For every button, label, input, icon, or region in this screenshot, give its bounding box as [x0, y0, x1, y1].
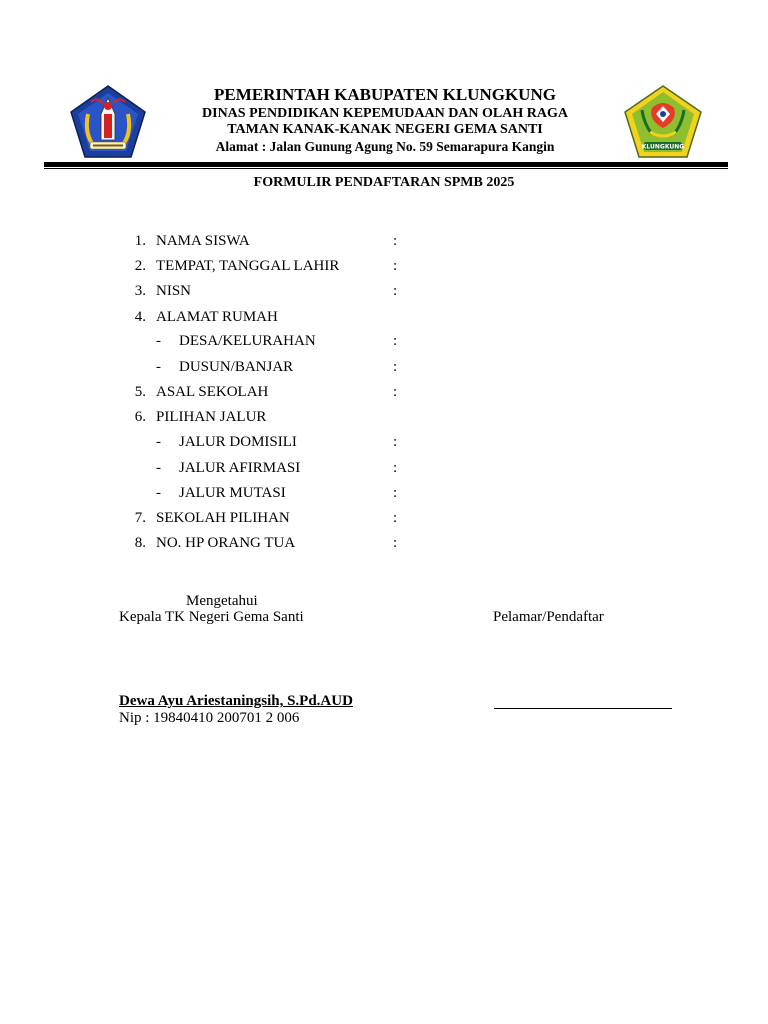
- form-field-row: [0, 508, 768, 528]
- field-label: NISN: [156, 283, 192, 299]
- field-label: SEKOLAH PILIHAN: [156, 510, 290, 526]
- field-label: JALUR MUTASI: [179, 485, 286, 501]
- field-label: NAMA SISWA: [156, 233, 250, 249]
- form-field-row: [0, 307, 768, 327]
- field-label: JALUR DOMISILI: [179, 434, 297, 450]
- pelamar-signature-line: [494, 708, 672, 709]
- header-divider-thick: [44, 162, 728, 167]
- form-field-row: [0, 357, 768, 377]
- form-field-row: [0, 483, 768, 503]
- field-label: TEMPAT, TANGGAL LAHIR: [156, 258, 340, 274]
- field-number: 5.: [134, 384, 146, 400]
- field-colon: :: [393, 333, 398, 349]
- form-field-row: [0, 432, 768, 452]
- field-number: 6.: [134, 409, 146, 425]
- form-field-row: [0, 331, 768, 351]
- form-field-row: [0, 281, 768, 301]
- form-field-row: [0, 407, 768, 427]
- field-number: 1.: [134, 233, 146, 249]
- field-bullet: -: [156, 485, 161, 501]
- field-colon: :: [393, 233, 398, 249]
- mengetahui-label: Mengetahui: [186, 593, 258, 609]
- field-colon: :: [393, 384, 398, 400]
- field-bullet: -: [156, 460, 161, 476]
- field-label: JALUR AFIRMASI: [179, 460, 301, 476]
- field-colon: :: [393, 359, 398, 375]
- header-divider-thin: [44, 168, 728, 169]
- field-colon: :: [393, 535, 398, 551]
- field-colon: :: [393, 485, 398, 501]
- form-field-row: [0, 382, 768, 402]
- pelamar-title: Pelamar/Pendaftar: [493, 609, 604, 625]
- field-colon: :: [393, 258, 398, 274]
- field-number: 3.: [134, 283, 146, 299]
- field-label: NO. HP ORANG TUA: [156, 535, 296, 551]
- crest-label: KLUNGKUNG: [641, 143, 685, 151]
- kop-line-1: PEMERINTAH KABUPATEN KLUNGKUNG: [214, 85, 556, 104]
- kop-address: Alamat : Jalan Gunung Agung No. 59 Semarapura Kangin: [215, 139, 555, 154]
- kepala-title: Kepala TK Negeri Gema Santi: [119, 609, 304, 625]
- field-label: PILIHAN JALUR: [156, 409, 267, 425]
- klungkung-crest-icon: [622, 84, 704, 160]
- field-colon: :: [393, 283, 398, 299]
- form-field-row: [0, 231, 768, 251]
- form-title: FORMULIR PENDAFTARAN SPMB 2025: [253, 175, 515, 190]
- kabupaten-crest-icon: [68, 84, 148, 160]
- kepala-name: Dewa Ayu Ariestaningsih, S.Pd.AUD: [119, 693, 353, 709]
- field-bullet: -: [156, 333, 161, 349]
- field-colon: :: [393, 434, 398, 450]
- field-colon: :: [393, 460, 398, 476]
- field-number: 8.: [134, 535, 146, 551]
- form-field-row: [0, 256, 768, 276]
- form-field-row: [0, 458, 768, 478]
- form-field-row: [0, 533, 768, 553]
- field-number: 7.: [134, 510, 146, 526]
- field-colon: :: [393, 510, 398, 526]
- field-label: DUSUN/BANJAR: [179, 359, 294, 375]
- field-label: DESA/KELURAHAN: [179, 333, 316, 349]
- kop-line-2: DINAS PENDIDIKAN KEPEMUDAAN DAN OLAH RAGA: [202, 106, 568, 121]
- field-label: ALAMAT RUMAH: [156, 309, 278, 325]
- kepala-nip: Nip : 19840410 200701 2 006: [119, 710, 300, 726]
- field-label: ASAL SEKOLAH: [156, 384, 269, 400]
- kop-line-3: TAMAN KANAK-KANAK NEGERI GEMA SANTI: [227, 122, 543, 137]
- field-number: 4.: [134, 309, 146, 325]
- field-bullet: -: [156, 434, 161, 450]
- field-bullet: -: [156, 359, 161, 375]
- field-number: 2.: [134, 258, 146, 274]
